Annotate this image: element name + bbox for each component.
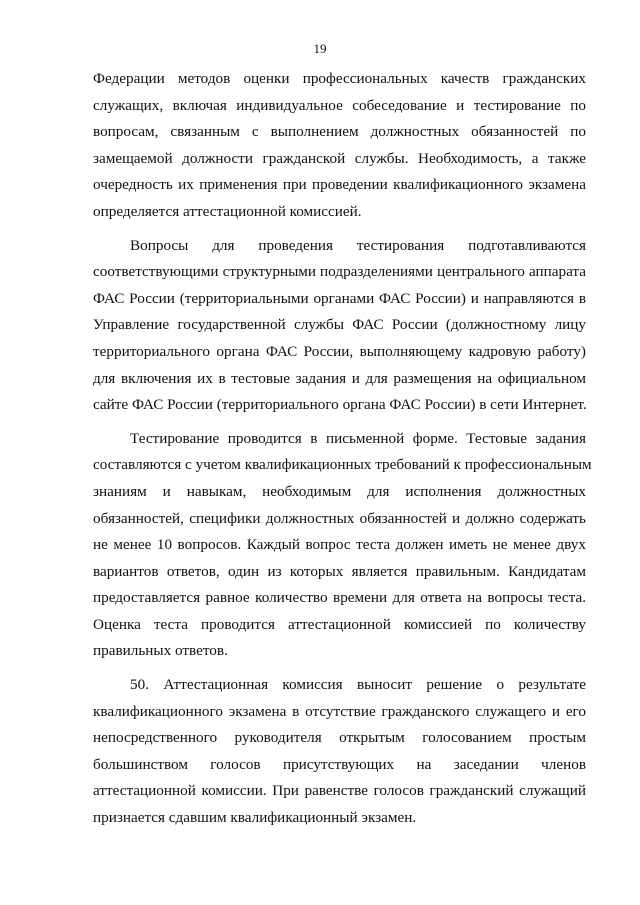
text-line: ФАС России (территориальными органами ФАС России) и направляются в	[93, 289, 586, 307]
text-line: предоставляется равное количество времени для ответа на вопросы теста.	[93, 589, 586, 607]
text-line: обязанностей, специфики должностных обязанностей и должно содержать	[93, 509, 586, 527]
text-line: для включения их в тестовые задания и для размещения на официальном	[93, 369, 586, 387]
text-line: сайте ФАС России (территориального органа ФАС России) в сети Интернет.	[93, 396, 587, 414]
paragraph-1	[93, 66, 586, 226]
paragraph-3	[93, 426, 592, 665]
document-body	[93, 66, 592, 832]
text-line: соответствующими структурными подразделениями центрального аппарата	[93, 263, 586, 281]
text-line: служащих, включая индивидуальное собеседование и тестирование по	[93, 96, 586, 114]
text-line: Вопросы для проведения тестирования подготавливаются	[130, 236, 586, 254]
text-line: непосредственного руководителя открытым голосованием простым	[93, 729, 586, 747]
text-line: большинством голосов присутствующих на заседании членов	[93, 755, 586, 773]
text-line: вариантов ответов, один из которых является правильным. Кандидатам	[93, 562, 586, 580]
paragraph-2	[93, 233, 586, 419]
text-line: аттестационной комиссии. При равенстве голосов гражданский служащий	[93, 782, 586, 800]
text-line: правильных ответов.	[93, 642, 228, 660]
text-line: 50. Аттестационная комиссия выносит решение о результате	[130, 676, 586, 694]
text-line: территориального органа ФАС России, выполняющему кадровую работу)	[93, 342, 586, 360]
text-line: знаниям и навыкам, необходимым для исполнения должностных	[93, 482, 586, 500]
text-line: вопросам, связанным с выполнением должностных обязанностей по	[93, 123, 586, 141]
text-line: не менее 10 вопросов. Каждый вопрос теста должен иметь не менее двух	[93, 536, 586, 554]
paragraph-4	[93, 672, 586, 832]
text-line: определяется аттестационной комиссией.	[93, 202, 362, 220]
text-line: Управление государственной службы ФАС России (должностному лицу	[93, 316, 586, 334]
text-line: признается сдавшим квалификационный экзамен.	[93, 809, 417, 827]
text-line: квалификационного экзамена в отсутствие гражданского служащего и его	[93, 702, 586, 720]
text-line: Оценка теста проводится аттестационной комиссией по количеству	[93, 615, 586, 633]
text-line: составляются с учетом квалификационных требований к профессиональным	[93, 456, 592, 474]
page-number: 19	[313, 41, 327, 56]
text-line: Федерации методов оценки профессиональных качеств гражданских	[93, 70, 586, 87]
text-line: Тестирование проводится в письменной форме. Тестовые задания	[130, 429, 586, 447]
text-line: замещаемой должности гражданской службы. Необходимость, а также	[93, 149, 586, 167]
text-line: очередность их применения при проведении квалификационного экзамена	[93, 176, 586, 194]
